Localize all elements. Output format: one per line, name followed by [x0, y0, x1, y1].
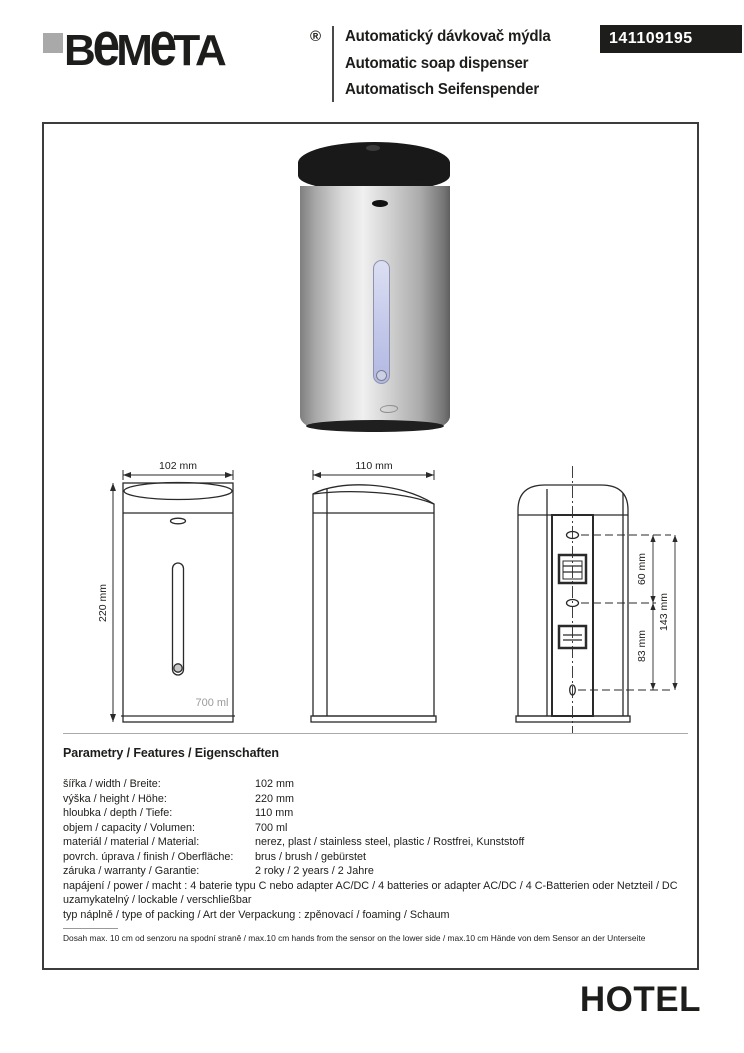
front-volume-label: 700 ml [195, 697, 229, 709]
param-label: výška / height / Höhe: [63, 792, 167, 805]
front-view-drawing [95, 458, 245, 733]
param-value: nerez, plast / stainless steel, plastic / Rostfrei, Kunststoff [255, 836, 525, 849]
param-row-width [63, 777, 693, 792]
drawings-params-divider [63, 733, 688, 734]
parameters-heading: Parametry / Features / Eigenschaften [63, 746, 279, 760]
photo-level-window [373, 260, 390, 384]
param-value: 110 mm [255, 807, 294, 820]
sensor-range-footnote: Dosah max. 10 cm od senzoru na spodní straně / max.10 cm hands from the sensor on the lower side / max.10 cm Hände von dem Sensor an der Unterseite [63, 933, 646, 943]
logo-square-icon [43, 33, 63, 53]
rear-view-drawing [505, 458, 695, 743]
logo-letter: A [195, 26, 225, 75]
param-value: 700 ml [255, 821, 288, 834]
param-row-material [63, 835, 693, 850]
parameters-table [63, 777, 693, 922]
product-title-en: Automatic soap dispenser [345, 54, 529, 72]
brand-logo [64, 9, 225, 80]
collection-name: HOTEL [579, 980, 701, 1019]
param-row-height [63, 792, 693, 807]
param-line-lockable: uzamykatelný / lockable / verschließbar [63, 894, 252, 907]
rear-total-dimension: 143 mm [658, 593, 670, 631]
front-height-dimension: 220 mm [97, 584, 109, 622]
param-label: materiál / material / Material: [63, 836, 200, 849]
logo-letter: e [92, 9, 118, 80]
front-width-dimension: 102 mm [159, 460, 197, 472]
header-divider [332, 26, 334, 102]
param-line-refill-type: typ náplně / type of packing / Art der Verpackung : zpěnovací / foaming / Schaum [63, 908, 450, 921]
logo-letter: e [149, 9, 175, 80]
product-photo [296, 142, 454, 438]
param-label: objem / capacity / Volumen: [63, 821, 196, 834]
photo-pump-outlet [376, 370, 387, 381]
param-row-warranty [63, 864, 693, 879]
side-view-drawing [300, 458, 445, 733]
rear-lower-dimension: 83 mm [636, 629, 648, 663]
product-title-de: Automatisch Seifenspender [345, 81, 539, 98]
product-title-cs: Automatický dávkovač mýdla [345, 28, 551, 45]
param-label: povrch. úprava / finish / Oberfläche: [63, 850, 234, 863]
param-row-finish [63, 850, 693, 865]
param-row-depth [63, 806, 693, 821]
registered-trademark-icon: ® [310, 28, 322, 45]
footnote-rule [63, 928, 118, 929]
param-label: záruka / warranty / Garantie: [63, 865, 200, 878]
photo-sensor-window [372, 200, 388, 207]
param-value: 220 mm [255, 792, 295, 805]
rear-upper-dimension: 60 mm [636, 552, 648, 586]
param-line-power: napájení / power / macht : 4 baterie typu C nebo adapter AC/DC / 4 batteries or adapter AC/DC / 4 C-Batterien oder Netzteil / DC [63, 879, 678, 892]
logo-letter: B [64, 26, 94, 75]
product-titles [345, 24, 557, 104]
side-depth-dimension: 110 mm [355, 460, 393, 472]
photo-base-rim [306, 420, 444, 432]
product-code-badge: 141109195 [600, 25, 742, 53]
param-value: 102 mm [255, 778, 295, 790]
param-label: šířka / width / Breite: [63, 778, 161, 790]
param-value: 2 roky / 2 years / 2 Jahre [255, 865, 374, 878]
photo-cap-notch [366, 145, 380, 151]
logo-letter: T [173, 26, 196, 75]
logo-letter: M [116, 26, 151, 75]
param-row-capacity [63, 821, 693, 836]
param-value: brus / brush / gebürstet [255, 850, 367, 863]
param-label: hloubka / depth / Tiefe: [63, 807, 173, 820]
